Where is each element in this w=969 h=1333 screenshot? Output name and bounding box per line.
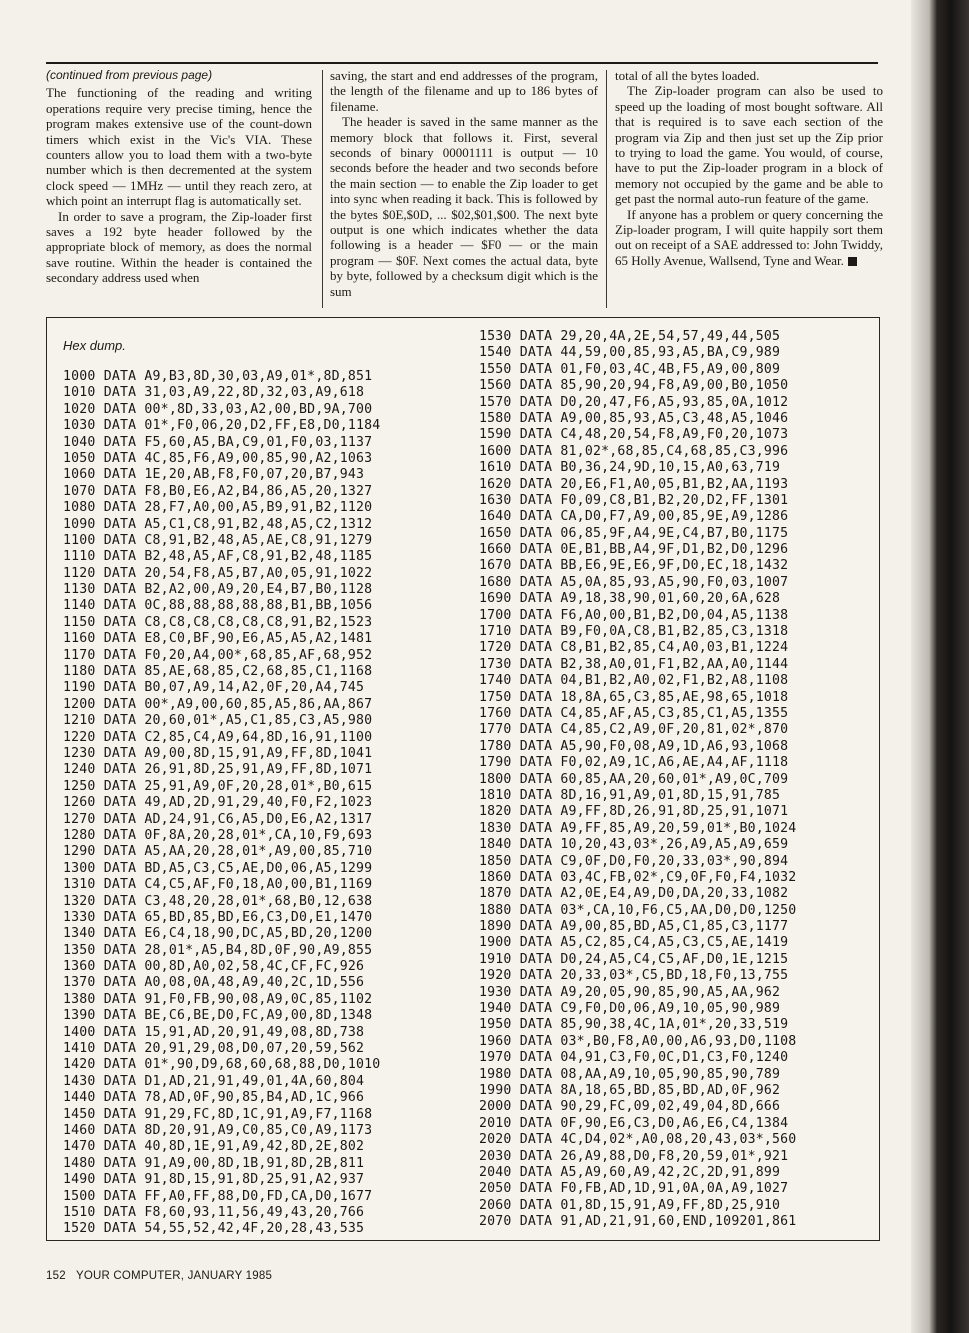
page-gutter-shadow [911,0,969,1333]
code-line: 1450 DATA 91,29,FC,8D,1C,91,A9,F7,1168 [63,1106,373,1122]
code-line: 1740 DATA 04,B1,B2,A0,02,F1,B2,A8,1108 [479,673,789,689]
code-line: 1440 DATA 78,AD,0F,90,85,B4,AD,1C,966 [63,1090,365,1106]
code-line: 1960 DATA 03*,B0,F8,A0,00,A6,93,D0,1108 [479,1033,797,1049]
code-line: 1470 DATA 40,8D,1E,91,A9,42,8D,2E,802 [63,1139,365,1155]
paragraph: saving, the start and end addresses of the program, the length of the filename and up to 186 bytes of filename. [330,68,598,114]
code-line: 1270 DATA AD,24,91,C6,A5,D0,E6,A2,1317 [63,811,373,827]
code-line: 1170 DATA F0,20,A4,00*,68,85,AF,68,952 [63,647,373,663]
code-line: 1130 DATA B2,A2,00,A9,20,E4,B7,B0,1128 [63,582,373,598]
code-line: 1980 DATA 08,AA,A9,10,05,90,85,90,789 [479,1066,781,1082]
code-line: 2060 DATA 01,8D,15,91,A9,FF,8D,25,910 [479,1197,781,1213]
code-line: 1180 DATA 85,AE,68,85,C2,68,85,C1,1168 [63,664,373,680]
code-line: 1360 DATA 00,8D,A0,02,58,4C,CF,FC,926 [63,959,365,975]
code-line: 1970 DATA 04,91,C3,F0,0C,D1,C3,F0,1240 [479,1050,789,1066]
code-line: 2000 DATA 90,29,FC,09,02,49,04,8D,666 [479,1099,781,1115]
code-line: 1480 DATA 91,A9,00,8D,1B,91,8D,2B,811 [63,1155,365,1171]
end-of-article-mark [848,257,857,266]
code-line: 1800 DATA 60,85,AA,20,60,01*,A9,0C,709 [479,771,789,787]
code-line: 1430 DATA D1,AD,21,91,49,01,4A,60,804 [63,1073,365,1089]
code-line: 2040 DATA A5,A9,60,A9,42,2C,2D,91,899 [479,1164,781,1180]
code-line: 1820 DATA A9,FF,8D,26,91,8D,25,91,1071 [479,804,789,820]
code-line: 1850 DATA C9,0F,D0,F0,20,33,03*,90,894 [479,853,789,869]
article-column-1 [46,68,312,286]
code-line: 1070 DATA F8,B0,E6,A2,B4,86,A5,20,1327 [63,483,373,499]
code-line: 1780 DATA A5,90,F0,08,A9,1D,A6,93,1068 [479,738,789,754]
code-line: 1870 DATA A2,0E,E4,A9,D0,DA,20,33,1082 [479,886,789,902]
code-line: 1490 DATA 91,8D,15,91,8D,25,91,A2,937 [63,1172,365,1188]
code-line: 1660 DATA 0E,B1,BB,A4,9F,D1,B2,D0,1296 [479,542,789,558]
article-text [46,68,884,308]
listing-column-right [479,329,796,1230]
code-line: 1280 DATA 0F,8A,20,28,01*,CA,10,F9,693 [63,827,373,843]
code-line: 1600 DATA 81,02*,68,85,C4,68,85,C3,996 [479,443,789,459]
code-line: 1030 DATA 01*,F0,06,20,D2,FF,E8,D0,1184 [63,418,381,434]
hex-dump-listing [46,317,880,1241]
code-line: 1920 DATA 20,33,03*,C5,BD,18,F0,13,755 [479,968,789,984]
code-line: 1700 DATA F6,A0,00,B1,B2,D0,04,A5,1138 [479,607,789,623]
code-line: 1760 DATA C4,85,AF,A5,C3,85,C1,A5,1355 [479,705,789,721]
code-line: 1670 DATA BB,E6,9E,E6,9F,D0,EC,18,1432 [479,558,789,574]
code-line: 1690 DATA A9,18,38,90,01,60,20,6A,628 [479,591,781,607]
code-line: 1330 DATA 65,BD,85,BD,E6,C3,D0,E1,1470 [63,909,373,925]
code-line: 1370 DATA A0,08,0A,48,A9,40,2C,1D,556 [63,975,365,991]
code-line: 1400 DATA 15,91,AD,20,91,49,08,8D,738 [63,1024,365,1040]
code-line: 1290 DATA A5,AA,20,28,01*,A9,00,85,710 [63,844,373,860]
code-line: 1710 DATA B9,F0,0A,C8,B1,B2,85,C3,1318 [479,624,789,640]
code-line: 1060 DATA 1E,20,AB,F8,F0,07,20,B7,943 [63,467,365,483]
code-line: 1830 DATA A9,FF,85,A9,20,59,01*,B0,1024 [479,820,797,836]
code-line: 1900 DATA A5,C2,85,C4,A5,C3,C5,AE,1419 [479,935,789,951]
code-line: 1500 DATA FF,A0,FF,88,D0,FD,CA,D0,1677 [63,1188,373,1204]
code-line: 1380 DATA 91,F0,FB,90,08,A9,0C,85,1102 [63,991,373,1007]
code-line: 1590 DATA C4,48,20,54,F8,A9,F0,20,1073 [479,427,789,443]
code-line: 1610 DATA B0,36,24,9D,10,15,A0,63,719 [479,460,781,476]
code-line: 1650 DATA 06,85,9F,A4,9E,C4,B7,B0,1175 [479,525,789,541]
code-line: 1860 DATA 03,4C,FB,02*,C9,0F,F0,F4,1032 [479,869,797,885]
code-line: 1880 DATA 03*,CA,10,F6,C5,AA,D0,D0,1250 [479,902,797,918]
paragraph: The header is saved in the same manner as the memory block that follows it. First, several seconds of binary 00001111 is output — 10 seconds before the header and two seconds before the main section — to enable the Zip loader to get into sync when reading it back. This is followed by the bytes $0E,$0D, ... $02,$01,$00. The next byte output is one which indicates whether the data following is a header — $F0 — or the main program — $0F. Next comes the actual data, byte by byte, followed by a checksum digit which is the sum [330,114,598,299]
page-number: 152 [46,1270,66,1282]
code-line: 1630 DATA F0,09,C8,B1,B2,20,D2,FF,1301 [479,492,789,508]
code-line: 1150 DATA C8,C8,C8,C8,C8,C8,91,B2,1523 [63,614,373,630]
code-line: 1930 DATA A9,20,05,90,85,90,A5,AA,962 [479,984,781,1000]
code-line: 1810 DATA 8D,16,91,A9,01,8D,15,91,785 [479,787,781,803]
code-line: 1840 DATA 10,20,43,03*,26,A9,A5,A9,659 [479,837,789,853]
article-column-3 [615,68,883,268]
code-line: 1260 DATA 49,AD,2D,91,29,40,F0,F2,1023 [63,795,373,811]
code-line: 1910 DATA D0,24,A5,C4,C5,AF,D0,1E,1215 [479,951,789,967]
code-line: 1120 DATA 20,54,F8,A5,B7,A0,05,91,1022 [63,565,373,581]
code-line: 2030 DATA 26,A9,88,D0,F8,20,59,01*,921 [479,1148,789,1164]
code-line: 1050 DATA 4C,85,F6,A9,00,85,90,A2,1063 [63,450,373,466]
code-line: 1510 DATA F8,60,93,11,56,49,43,20,766 [63,1204,365,1220]
column-divider [322,70,323,308]
code-line: 1300 DATA BD,A5,C3,C5,AE,D0,06,A5,1299 [63,860,373,876]
paragraph-text: If anyone has a problem or query concerning the Zip-loader program, I will quite happily sort them out on receipt of a SAE addressed to: John Twiddy, 65 Holly Avenue, Wallsend, Tyne and Wear. [615,206,883,268]
code-line: 2010 DATA 0F,90,E6,C3,D0,A6,E6,C4,1384 [479,1115,789,1131]
code-line: 1990 DATA 8A,18,65,BD,85,BD,AD,0F,962 [479,1082,781,1098]
code-line: 1420 DATA 01*,90,D9,68,60,68,88,D0,1010 [63,1057,381,1073]
code-line: 1530 DATA 29,20,4A,2E,54,57,49,44,505 [479,329,781,344]
code-line: 2020 DATA 4C,D4,02*,A0,08,20,43,03*,560 [479,1132,797,1148]
code-line: 1570 DATA D0,20,47,F6,A5,93,85,0A,1012 [479,394,789,410]
code-line: 1340 DATA E6,C4,18,90,DC,A5,BD,20,1200 [63,926,373,942]
code-line: 1620 DATA 20,E6,F1,A0,05,B1,B2,AA,1193 [479,476,789,492]
code-line: 1020 DATA 00*,8D,33,03,A2,00,BD,9A,700 [63,401,373,417]
code-line: 1090 DATA A5,C1,C8,91,B2,48,A5,C2,1312 [63,516,373,532]
code-line: 1680 DATA A5,0A,85,93,A5,90,F0,03,1007 [479,574,789,590]
paragraph: The Zip-loader program can also be used to speed up the loading of most bought software. All that is required is to save each section of the program via Zip and then just set up the Zip prior to trying to load the game. You would, of course, have to put the Zip-loader program in a block of memory not occupied by the game and be able to get past the normal auto-run feature of the game. [615,83,883,207]
code-line: 1730 DATA B2,38,A0,01,F1,B2,AA,A0,1144 [479,656,789,672]
code-line: 1940 DATA C9,F0,D0,06,A9,10,05,90,989 [479,1001,781,1017]
code-line: 1110 DATA B2,48,A5,AF,C8,91,B2,48,1185 [63,549,373,565]
code-line: 2050 DATA F0,FB,AD,1D,91,0A,0A,A9,1027 [479,1181,789,1197]
code-line: 1350 DATA 28,01*,A5,B4,8D,0F,90,A9,855 [63,942,373,958]
code-line: 1010 DATA 31,03,A9,22,8D,32,03,A9,618 [63,385,365,401]
code-line: 1230 DATA A9,00,8D,15,91,A9,FF,8D,1041 [63,745,373,761]
code-line: 1790 DATA F0,02,A9,1C,A6,AE,A4,AF,1118 [479,755,789,771]
listing-title: Hex dump. [63,338,126,353]
code-line: 1540 DATA 44,59,00,85,93,A5,BA,C9,989 [479,345,781,361]
code-line: 1200 DATA 00*,A9,00,60,85,A5,86,AA,867 [63,696,373,712]
code-line: 1190 DATA B0,07,A9,14,A2,0F,20,A4,745 [63,680,365,696]
paragraph: total of all the bytes loaded. [615,68,760,83]
code-line: 1310 DATA C4,C5,AF,F0,18,A0,00,B1,1169 [63,877,373,893]
code-line: 1000 DATA A9,B3,8D,30,03,A9,01*,8D,851 [63,369,373,384]
paragraph [46,68,312,209]
code-line: 1410 DATA 20,91,29,08,D0,07,20,59,562 [63,1041,365,1057]
page-footer [46,1270,272,1282]
code-line: 1950 DATA 85,90,38,4C,1A,01*,20,33,519 [479,1017,789,1033]
publication-info: YOUR COMPUTER, JANUARY 1985 [75,1270,273,1282]
code-line: 1160 DATA E8,C0,BF,90,E6,A5,A5,A2,1481 [63,631,373,647]
code-line: 2070 DATA 91,AD,21,91,60,END,109201,861 [479,1214,797,1230]
code-line: 1580 DATA A9,00,85,93,A5,C3,48,A5,1046 [479,410,789,426]
code-line: 1520 DATA 54,55,52,42,4F,20,28,43,535 [63,1221,365,1237]
code-line: 1250 DATA 25,91,A9,0F,20,28,01*,B0,615 [63,778,373,794]
code-line: 1390 DATA BE,C6,BE,D0,FC,A9,00,8D,1348 [63,1008,373,1024]
code-line: 1460 DATA 8D,20,91,A9,C0,85,C0,A9,1173 [63,1122,373,1138]
code-line: 1550 DATA 01,F0,03,4C,4B,F5,A9,00,809 [479,361,781,377]
code-line: 1240 DATA 26,91,8D,25,91,A9,FF,8D,1071 [63,762,373,778]
column-divider [606,70,607,308]
code-line: 1210 DATA 20,60,01*,A5,C1,85,C3,A5,980 [63,713,373,729]
code-line: 1140 DATA 0C,88,88,88,88,88,B1,BB,1056 [63,598,373,614]
code-line: 1220 DATA C2,85,C4,A9,64,8D,16,91,1100 [63,729,373,745]
paragraph: In order to save a program, the Zip-loader first saves a 192 byte header followed by the appropriate block of memory, as does the normal save routine. Within the header is contained the secondary address used when [46,208,312,286]
top-rule [46,62,878,64]
code-line: 1750 DATA 18,8A,65,C3,85,AE,98,65,1018 [479,689,789,705]
continued-note: (continued from previous page) [46,68,213,82]
code-line: 1040 DATA F5,60,A5,BA,C9,01,F0,03,1137 [63,434,373,450]
code-line: 1770 DATA C4,85,C2,A9,0F,20,81,02*,870 [479,722,789,738]
article-column-2 [330,68,598,299]
code-line: 1720 DATA C8,B1,B2,85,C4,A0,03,B1,1224 [479,640,789,656]
code-line: 1320 DATA C3,48,20,28,01*,68,B0,12,638 [63,893,373,909]
code-line: 1560 DATA 85,90,20,94,F8,A9,00,B0,1050 [479,378,789,394]
paragraph [615,207,883,269]
code-line: 1640 DATA CA,D0,F7,A9,00,85,9E,A9,1286 [479,509,789,525]
listing-column-left [63,369,380,1238]
code-line: 1080 DATA 28,F7,A0,00,A5,B9,91,B2,1120 [63,500,373,516]
paragraph-text: The functioning of the reading and writing operations require very precise timing, hence the program makes extensive use of the count-down timers which exist in the Vic's VIA. These counters allow you to load them with a two-byte number which is then decremented at the system clock speed — 1MHz — until they reach zero, at which point an interrupt flag is automatically set. [46,85,312,209]
code-line: 1100 DATA C8,91,B2,48,A5,AE,C8,91,1279 [63,532,373,548]
code-line: 1890 DATA A9,00,85,BD,A5,C1,85,C3,1177 [479,919,789,935]
